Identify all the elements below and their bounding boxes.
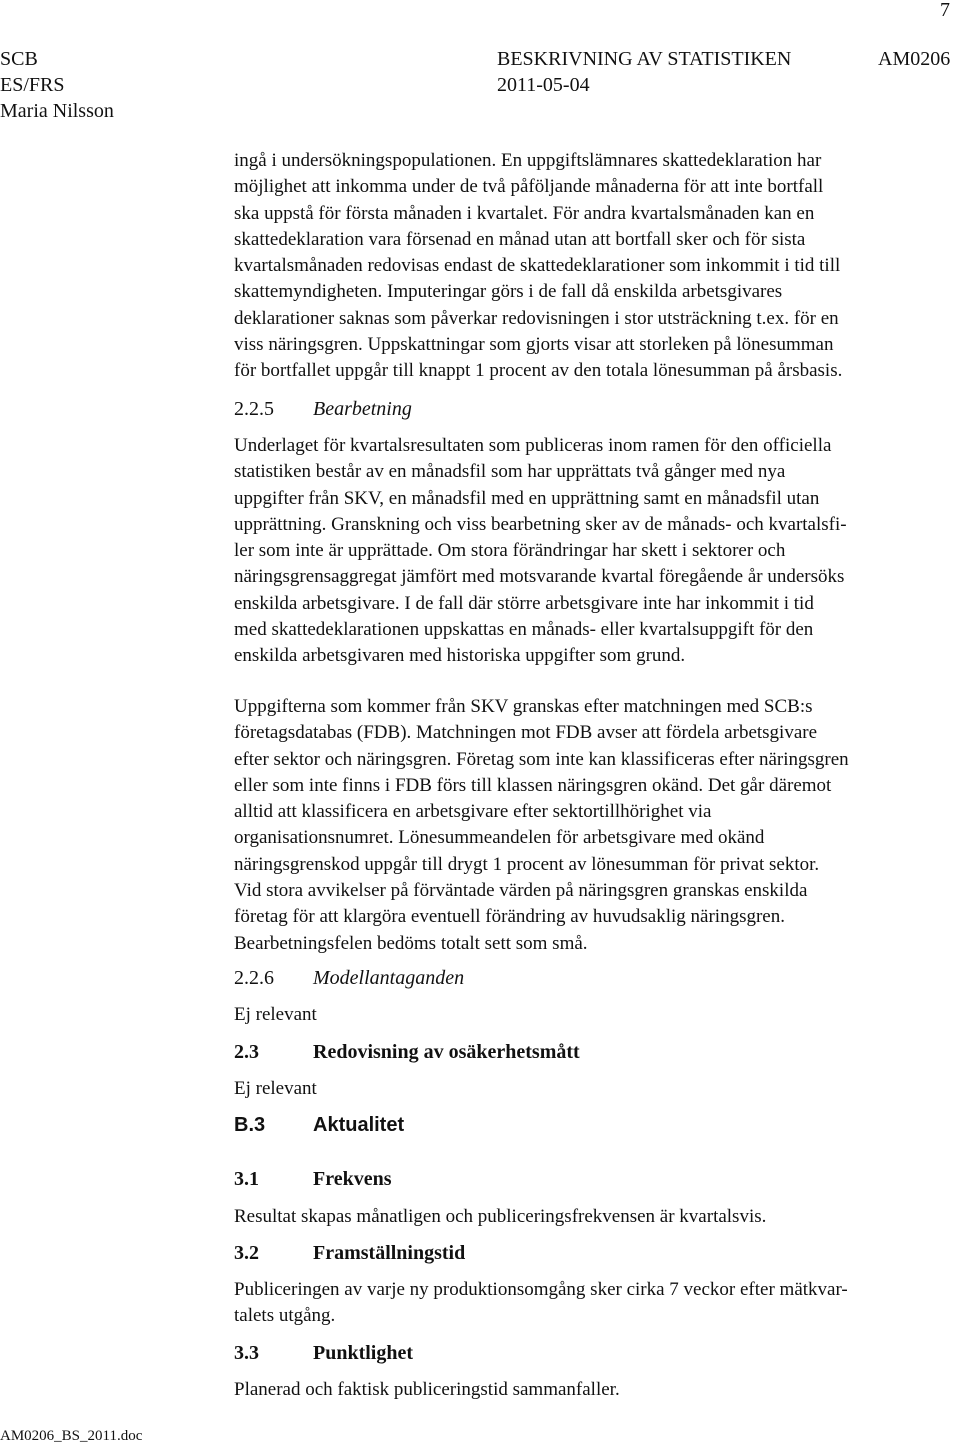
text-line: ler som inte är upprättade. Om stora förändringar har skett i sektorer och (234, 540, 786, 562)
section-title: Aktualitet (313, 1114, 405, 1136)
text-line: uppgifter från SKV, en månadsfil med en upprättning samt en månadsfil utan (234, 487, 820, 509)
section-number: 3.1 (234, 1168, 259, 1190)
text-line: enskilda arbetsgivare. I de fall där större arbetsgivare inte har inkommit i tid (234, 592, 814, 614)
text-line: ska uppstå för första månaden i kvartalet. För andra kvartalsmånaden kan en (234, 202, 815, 224)
text-line: eller som inte finns i FDB förs till klassen näringsgren okänd. Det går däremot (234, 774, 832, 796)
text-line: möjlighet att inkomma under de två påföljande månaderna för att inte bortfall (234, 176, 824, 198)
section-heading-2-3 (234, 1039, 580, 1065)
text-line: med skattedeklarationen uppskattas en månads- eller kvartalsuppgift för den (234, 619, 814, 641)
section-heading-b-3 (234, 1112, 404, 1138)
footer-filename: AM0206_BS_2011.doc (0, 1428, 143, 1444)
text-line: statistiken består av en månadsfil som har upprättats två gånger med nya (234, 461, 786, 483)
section-title: Modellantaganden (313, 967, 465, 989)
section-heading-3-2 (234, 1240, 465, 1266)
header-author: Maria Nilsson (0, 100, 114, 122)
text-line: näringsgrensaggregat jämfört med motsvarande kvartal föregående år undersöks (234, 566, 845, 588)
text-line: viss näringsgren. Uppskattningar som gjorts visar att storleken på lönesumman (234, 334, 834, 356)
section-number: 2.2.6 (234, 967, 274, 989)
text-ej-relevant-1: Ej relevant (234, 1004, 317, 1025)
text-punktlighet: Planerad och faktisk publiceringstid sammanfaller. (234, 1379, 620, 1400)
paragraph-granskning (234, 694, 849, 957)
section-number: 2.2.5 (234, 398, 274, 420)
header-unit: ES/FRS (0, 74, 65, 96)
section-title: Punktlighet (313, 1342, 414, 1364)
text-ej-relevant-2: Ej relevant (234, 1078, 317, 1099)
text-line: för bortfallet uppgår till knappt 1 procent av den totala lönesumman på årsbasis. (234, 360, 843, 382)
header-doc-id: AM0206 (878, 48, 951, 70)
paragraph-framstallningstid (234, 1277, 848, 1330)
header-title: BESKRIVNING AV STATISTIKEN (497, 48, 792, 70)
section-number: 3.3 (234, 1342, 259, 1364)
text-line: Publiceringen av varje ny produktionsomgång sker cirka 7 veckor efter mätkvar- (234, 1279, 848, 1300)
section-title: Frekvens (313, 1168, 392, 1190)
section-number: 2.3 (234, 1041, 259, 1063)
paragraph-bearbetning (234, 433, 847, 670)
text-frekvens: Resultat skapas månatligen och publiceringsfrekvensen är kvartalsvis. (234, 1206, 767, 1227)
section-title: Redovisning av osäkerhetsmått (313, 1041, 580, 1063)
section-heading-3-3 (234, 1340, 413, 1366)
text-line: Bearbetningsfelen bedöms totalt sett som små. (234, 932, 588, 954)
text-line: enskilda arbetsgivaren med historiska uppgifter som grund. (234, 645, 686, 667)
section-title: Framställningstid (313, 1242, 466, 1264)
text-line: alltid att klassificera en arbetsgivare efter sektortillhörighet via (234, 801, 712, 823)
text-line: Uppgifterna som kommer från SKV granskas efter matchningen med SCB:s (234, 696, 813, 717)
page-number: 7 (940, 0, 950, 21)
text-line: kvartalsmånaden redovisas endast de skattedeklarationer som inkommit i tid till (234, 255, 841, 277)
section-number: B.3 (234, 1114, 266, 1136)
section-title: Bearbetning (313, 398, 412, 420)
section-heading-2-2-5 (234, 396, 412, 422)
text-line: organisationsnumret. Lönesummeandelen för arbetsgivare med okänd (234, 827, 765, 849)
header-date: 2011-05-04 (497, 74, 590, 96)
text-line: företag för att klargöra eventuell förändring av huvudsaklig näringsgren. (234, 906, 785, 928)
section-heading-2-2-6 (234, 965, 464, 991)
text-line: näringsgrenskod uppgår till drygt 1 procent av lönesumman för privat sektor. (234, 853, 820, 875)
text-line: deklarationer saknas som påverkar redovisningen i stor utsträckning t.ex. för en (234, 307, 839, 329)
text-line: talets utgång. (234, 1305, 336, 1327)
text-line: skattedeklaration vara försenad en månad utan att bortfall sker och för sista (234, 228, 806, 250)
section-number: 3.2 (234, 1242, 259, 1264)
text-line: upprättning. Granskning och viss bearbetning sker av de månads- och kvartalsfi- (234, 513, 847, 535)
text-line: skattemyndigheten. Imputeringar görs i de fall då enskilda arbetsgivares (234, 281, 783, 303)
text-line: Vid stora avvikelser på förväntade värden på näringsgren granskas enskilda (234, 880, 808, 902)
text-line: ingå i undersökningspopulationen. En uppgiftslämnares skattedeklaration har (234, 150, 822, 171)
text-line: efter sektor och näringsgren. Företag som inte kan klassificeras efter näringsgren (234, 748, 849, 770)
text-line: Underlaget för kvartalsresultaten som publiceras inom ramen för den officiella (234, 435, 832, 456)
paragraph-bortfall (234, 148, 842, 385)
header-org: SCB (0, 48, 38, 70)
text-line: företagsdatabas (FDB). Matchningen mot FDB avser att fördela arbetsgivare (234, 722, 818, 744)
section-heading-3-1 (234, 1166, 392, 1192)
